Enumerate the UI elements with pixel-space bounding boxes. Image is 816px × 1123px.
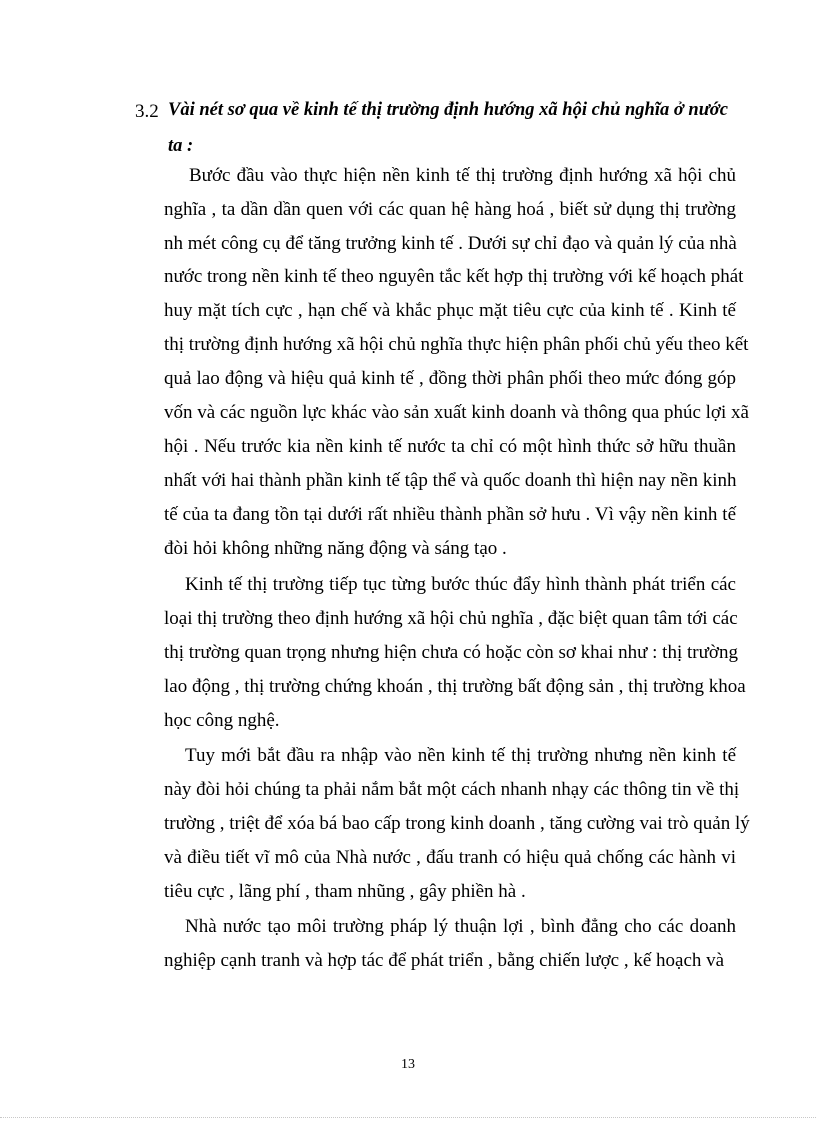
paragraph-1-line: nghĩa , ta dần dần quen với các quan hệ hàng hoá , biết sử dụng thị trường [164,199,736,220]
paragraph-1-line: quả lao động và hiệu quả kinh tế , đồng thời phân phối theo mức đóng góp [164,368,736,389]
paragraph-3-line: tiêu cực , lãng phí , tham nhũng , gây phiền hà . [164,881,526,902]
paragraph-1-line: Bước đầu vào thực hiện nền kinh tế thị trường định hướng xã hội chủ [189,165,736,186]
paragraph-1-line: thị trường định hướng xã hội chủ nghĩa thực hiện phân phối chủ yếu theo kết [164,334,749,355]
paragraph-1-line: nước trong nền kinh tế theo nguyên tắc kết hợp thị trường với kế hoạch phát [164,266,744,287]
paragraph-1-line: tế của ta đang tồn tại dưới rất nhiều thành phần sở hưu . Vì vậy nền kinh tế [164,504,736,525]
paragraph-3-line: này đòi hỏi chúng ta phải nắm bắt một cách nhanh nhạy các thông tin về thị [164,779,740,800]
paragraph-2-line: thị trường quan trọng nhưng hiện chưa có hoặc còn sơ khai như : thị trường [164,642,738,663]
paragraph-2-line: loại thị trường theo định hướng xã hội chủ nghĩa , đặc biệt quan tâm tới các [164,608,738,629]
paragraph-4-line: Nhà nước tạo môi trường pháp lý thuận lợi , bình đẳng cho các doanh [185,916,736,937]
paragraph-1-line: vốn và các nguồn lực khác vào sản xuất kinh doanh và thông qua phúc lợi xã [164,402,749,423]
paragraph-3-line: Tuy mới bắt đầu ra nhập vào nền kinh tế thị trường nhưng nền kinh tế [185,745,736,766]
paragraph-3-line: trường , triệt để xóa bá bao cấp trong kinh doanh , tăng cường vai trò quản lý [164,813,750,834]
section-number: 3.2 [135,101,159,122]
paragraph-2-line: Kinh tế thị trường tiếp tục từng bước thúc đẩy hình thành phát triển các [185,574,736,595]
section-title-line-2: ta : [168,136,194,156]
paragraph-3-line: và điều tiết vĩ mô của Nhà nước , đấu tranh có hiệu quả chống các hành vi [164,847,736,868]
paragraph-1-line: nhất với hai thành phần kinh tế tập thể và quốc doanh thì hiện nay nền kinh [164,470,737,491]
paragraph-2-line: học công nghệ. [164,710,280,731]
paragraph-1-line: đòi hỏi không những năng động và sáng tạo . [164,538,507,559]
section-title-line-1: Vài nét sơ qua về kinh tế thị trường định hướng xã hội chủ nghĩa ở nước [168,100,728,120]
paragraph-1-line: hội . Nếu trước kia nền kinh tế nước ta chỉ có một hình thức sở hữu thuần [164,436,736,457]
page-number: 13 [401,1057,415,1072]
paragraph-1-line: huy mặt tích cực , hạn chế và khắc phục mặt tiêu cực của kinh tế . Kinh tế [164,300,736,321]
paragraph-1-line: nh mét công cụ để tăng trưởng kinh tế . Dưới sự chỉ đạo và quản lý của nhà [164,233,737,254]
paragraph-2-line: lao động , thị trường chứng khoán , thị trường bất động sản , thị trường khoa [164,676,746,697]
page-bottom-divider [0,1117,816,1118]
paragraph-4-line: nghiệp cạnh tranh và hợp tác để phát triển , bằng chiến lược , kế hoạch và [164,950,725,971]
